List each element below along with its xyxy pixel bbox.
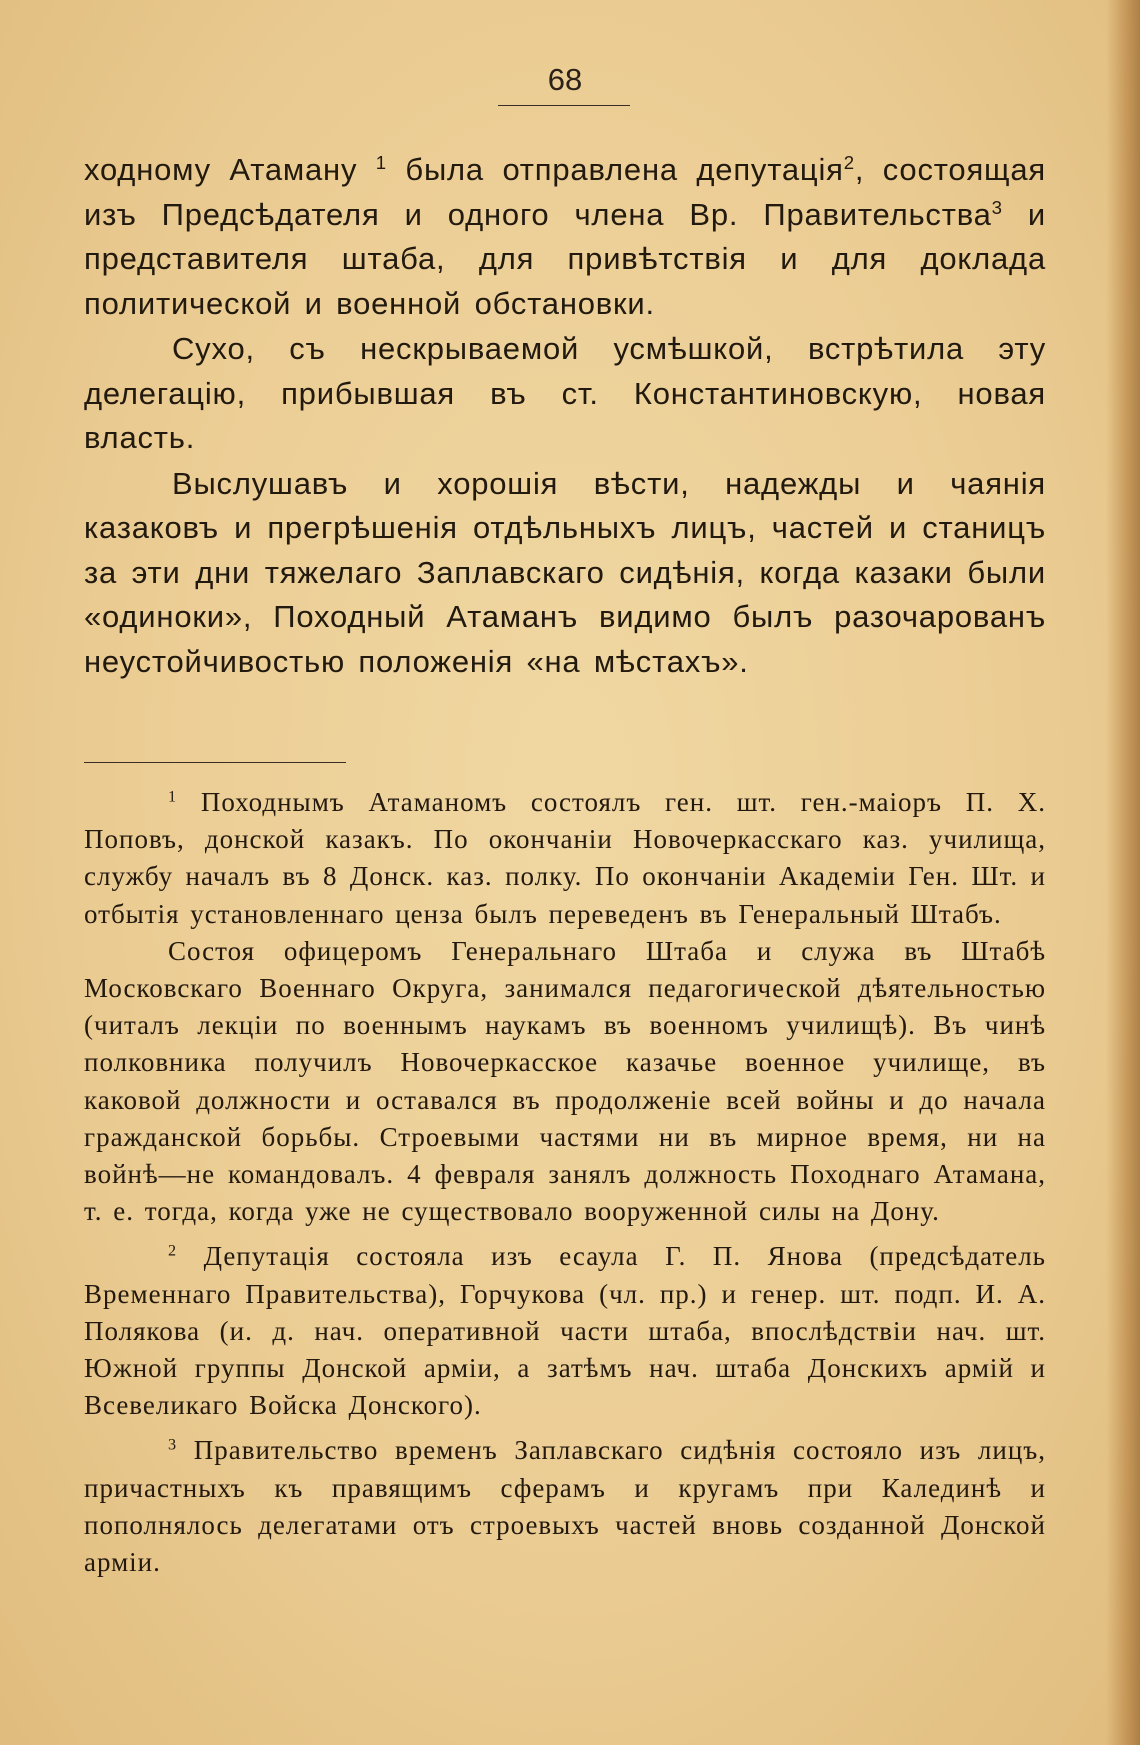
- footnote-mark: 1: [168, 787, 178, 806]
- body-text: , состоящая изъ Предсѣдателя и одного члена Вр. Правительства: [84, 152, 1046, 232]
- footnote-1-continued: [84, 933, 1046, 1231]
- page-number-underline: [498, 105, 630, 106]
- page-number: 68: [547, 62, 583, 97]
- body-paragraph-3: Выслушавъ и хорошія вѣсти, надежды и чаянія казаковъ и прегрѣшенія отдѣльныхъ лицъ, частей и станицъ за эти дни тяжелаго Заплавскаго сидѣнія, когда казаки были «одиноки», Походный Атаманъ видимо былъ разочарованъ неустойчивостью положенія «на мѣстахъ».: [84, 465, 1046, 679]
- footnote-text: Правительство временъ Заплавскаго сидѣнія состояло изъ лицъ, причастныхъ къ правящимъ сферамъ и кругамъ при Калединѣ и пополнялось делегатами отъ строевыхъ частей вновь созданной Донской арміи.: [84, 1435, 1046, 1578]
- footnote-ref-3: 3: [991, 196, 1003, 218]
- body-text: и представителя штаба, для привѣтствія и для доклада политической и военной обстановки.: [84, 196, 1046, 321]
- body-text: ходному Атаману: [84, 152, 376, 187]
- footnote-divider: [84, 762, 346, 763]
- footnote-text: Походнымъ Атаманомъ состоялъ ген. шт. ген.-маіоръ П. Х. Поповъ, донской казакъ. По окончаніи Новочеркасскаго каз. училища, службу началъ въ 8 Донск. каз. полку. По окончаніи Академіи Ген. Шт. и отбытія установленнаго ценза былъ переведенъ въ Генеральный Штабъ.: [84, 787, 1046, 929]
- footnote-mark: 2: [168, 1241, 178, 1260]
- footnote-1: [84, 784, 1046, 933]
- body-paragraph-1: [84, 148, 1046, 326]
- footnote-ref-2: 2: [843, 151, 855, 173]
- footnote-2: [84, 1238, 1046, 1424]
- footnotes: [84, 784, 1046, 1581]
- footnote-text: Депутація состояла изъ есаула Г. П. Янова (предсѣдатель Временнаго Правительства), Горчукова (чл. пр.) и генер. шт. подп. И. А. Полякова (и. д. нач. оперативной части штаба, впослѣдствіи нач. шт. Южной группы Донской арміи, а затѣмъ нач. штаба Донскихъ армій и Всевеликаго Войска Донского).: [84, 1241, 1046, 1421]
- body-text: была отправлена депутація: [386, 152, 844, 187]
- footnote-3: [84, 1432, 1046, 1581]
- main-text: [84, 148, 1046, 685]
- footnote-ref-1: 1: [375, 151, 387, 173]
- page-edge-shadow: [1106, 0, 1140, 1745]
- footnote-text: Состоя офицеромъ Генеральнаго Штаба и служа въ Штабѣ Московскаго Военнаго Округа, занимался педагогической дѣятельностью (читалъ лекціи по военнымъ наукамъ въ военномъ училищѣ). Въ чинѣ полковника получилъ Новочеркасское казачье военное училище, въ каковой должности и оставался въ продолженіе всей войны и до начала гражданской борьбы. Строевыми частями ни въ мирное время, ни на войнѣ—не командовалъ. 4 февраля занялъ должность Походнаго Атамана, т. е. тогда, когда уже не существовало вооруженной силы на Дону.: [84, 935, 1046, 1227]
- body-paragraph-2: Сухо, съ нескрываемой усмѣшкой, встрѣтила эту делегацію, прибывшая въ ст. Константиновскую, новая власть.: [84, 331, 1046, 455]
- footnote-mark: 3: [168, 1435, 178, 1454]
